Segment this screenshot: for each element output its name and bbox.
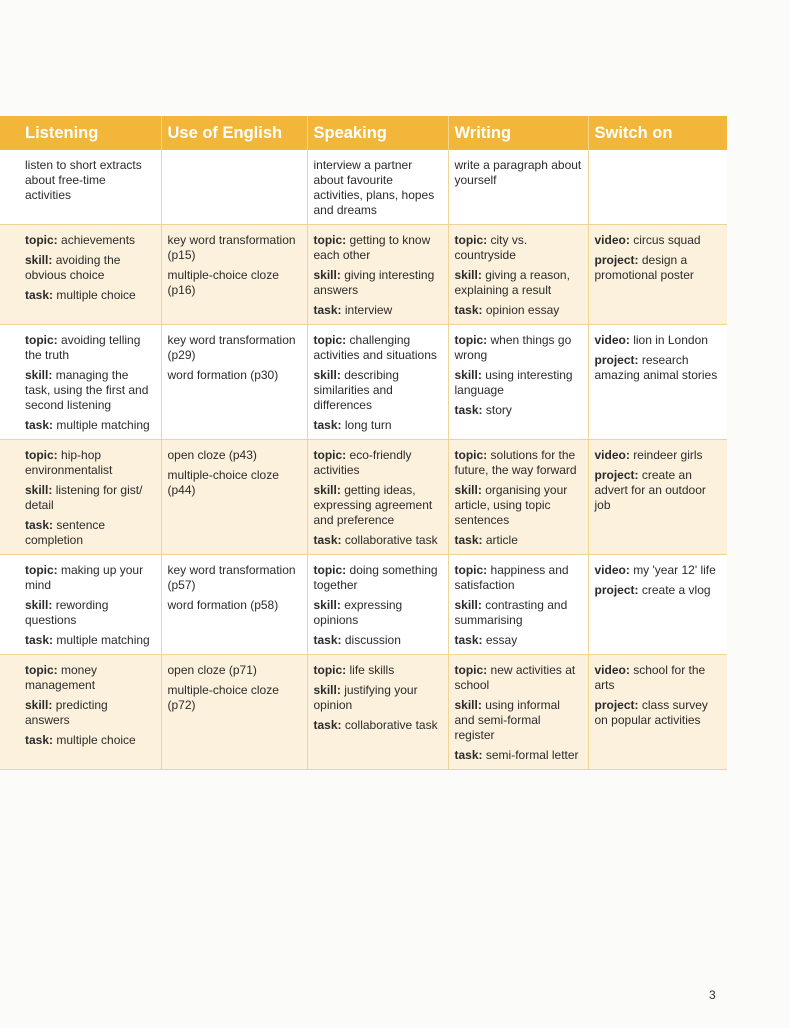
- entry-text: avoiding the obvious choice: [25, 253, 121, 282]
- entry-text: multiple choice: [56, 288, 136, 302]
- cell-entry: [168, 333, 301, 363]
- cell-entry: [314, 368, 442, 413]
- entry-label: task:: [25, 633, 54, 647]
- entry-label: topic:: [25, 333, 58, 347]
- cell-listening: [0, 225, 161, 325]
- entry-label: task:: [25, 288, 54, 302]
- table-body: [0, 150, 727, 770]
- entry-label: task:: [313, 303, 342, 317]
- entry-text: multiple matching: [56, 418, 150, 432]
- entry-label: topic:: [454, 333, 488, 347]
- cell-entry: [314, 448, 442, 478]
- entry-text: listen to short extracts about free-time activities: [25, 158, 142, 202]
- entry-text: semi-formal letter: [485, 748, 579, 762]
- entry-text: key word transformation (p57): [167, 563, 296, 592]
- entry-text: challenging activities and situations: [313, 333, 437, 362]
- cell-entry: [25, 733, 155, 748]
- table-row: [0, 225, 727, 325]
- cell-entry: [314, 483, 442, 528]
- cell-entry: [168, 663, 301, 678]
- cell-entry: [314, 418, 442, 433]
- cell-entry: [314, 158, 442, 218]
- cell-entry: [25, 448, 155, 478]
- entry-text: story: [485, 403, 512, 417]
- cell-entry: [168, 598, 301, 613]
- entry-text: long turn: [344, 418, 392, 432]
- cell-entry: [314, 268, 442, 298]
- entry-label: topic:: [25, 448, 58, 462]
- entry-text: solutions for the future, the way forward: [454, 448, 577, 477]
- cell-entry: [314, 533, 442, 548]
- entry-label: topic:: [313, 448, 347, 462]
- cell-entry: [455, 698, 582, 743]
- cell-writing: [448, 440, 588, 555]
- entry-text: multiple matching: [56, 633, 150, 647]
- entry-text: school for the arts: [594, 663, 706, 692]
- entry-label: task:: [25, 733, 54, 747]
- header-listening: Listening: [0, 116, 161, 150]
- cell-entry: [25, 288, 155, 303]
- entry-text: describing similarities and differences: [313, 368, 399, 412]
- entry-text: multiple choice: [56, 733, 136, 747]
- cell-entry: [168, 233, 301, 263]
- entry-label: task:: [454, 303, 483, 317]
- entry-text: avoiding telling the truth: [25, 333, 141, 362]
- header-speaking: Speaking: [307, 116, 448, 150]
- cell-entry: [25, 518, 155, 548]
- cell-entry: [25, 598, 155, 628]
- entry-text: article: [485, 533, 518, 547]
- cell-speaking: [307, 655, 448, 770]
- entry-text: eco-friendly activities: [313, 448, 412, 477]
- entry-label: project:: [594, 698, 639, 712]
- entry-text: interview: [344, 303, 393, 317]
- cell-switch-on: [588, 225, 727, 325]
- cell-entry: [455, 448, 582, 478]
- entry-text: interview a partner about favourite activities, plans, hopes and dreams: [313, 158, 435, 217]
- cell-entry: [455, 563, 582, 593]
- entry-label: task:: [313, 533, 342, 547]
- entry-text: multiple-choice cloze (p44): [167, 468, 279, 497]
- entry-text: making up your mind: [25, 563, 144, 592]
- cell-entry: [314, 633, 442, 648]
- entry-text: using interesting language: [454, 368, 573, 397]
- cell-entry: [455, 158, 582, 188]
- page-number: 3: [709, 988, 716, 1002]
- entry-label: video:: [594, 448, 630, 462]
- cell-entry: [168, 368, 301, 383]
- entry-label: video:: [594, 333, 630, 347]
- entry-label: skill:: [25, 253, 53, 267]
- cell-speaking: [307, 150, 448, 225]
- entry-text: city vs. countryside: [454, 233, 528, 262]
- entry-text: essay: [485, 633, 518, 647]
- entry-label: project:: [594, 353, 639, 367]
- entry-text: create a vlog: [641, 583, 711, 597]
- cell-entry: [455, 233, 582, 263]
- cell-listening: [0, 325, 161, 440]
- entry-text: happiness and satisfaction: [454, 563, 569, 592]
- entry-text: life skills: [349, 663, 395, 677]
- cell-entry: [168, 448, 301, 463]
- cell-entry: [314, 333, 442, 363]
- cell-entry: [314, 303, 442, 318]
- entry-label: topic:: [313, 563, 347, 577]
- entry-text: reindeer girls: [633, 448, 703, 462]
- cell-use-of-english: [161, 440, 307, 555]
- entry-text: write a paragraph about yourself: [454, 158, 582, 187]
- header-switch-on: Switch on: [588, 116, 727, 150]
- entry-text: create an advert for an outdoor job: [594, 468, 706, 512]
- cell-entry: [455, 368, 582, 398]
- entry-label: video:: [594, 233, 630, 247]
- cell-entry: [168, 563, 301, 593]
- table-row: [0, 325, 727, 440]
- entry-label: topic:: [25, 663, 58, 677]
- entry-label: skill:: [25, 698, 53, 712]
- entry-text: discussion: [344, 633, 401, 647]
- entry-label: skill:: [454, 698, 482, 712]
- cell-switch-on: [588, 555, 727, 655]
- cell-entry: [25, 698, 155, 728]
- cell-use-of-english: [161, 325, 307, 440]
- entry-text: giving a reason, explaining a result: [454, 268, 570, 297]
- cell-speaking: [307, 225, 448, 325]
- entry-text: collaborative task: [344, 533, 438, 547]
- cell-writing: [448, 150, 588, 225]
- cell-use-of-english: [161, 150, 307, 225]
- cell-entry: [455, 663, 582, 693]
- cell-entry: [314, 663, 442, 678]
- cell-listening: [0, 655, 161, 770]
- entry-label: task:: [454, 748, 483, 762]
- cell-entry: [25, 368, 155, 413]
- entry-text: listening for gist/ detail: [25, 483, 143, 512]
- entry-label: task:: [25, 518, 54, 532]
- entry-text: word formation (p58): [167, 598, 279, 612]
- cell-entry: [314, 683, 442, 713]
- cell-entry: [168, 268, 301, 298]
- entry-label: task:: [313, 418, 342, 432]
- entry-text: hip-hop environmentalist: [25, 448, 113, 477]
- entry-text: lion in London: [633, 333, 708, 347]
- table-row: [0, 440, 727, 555]
- cell-use-of-english: [161, 555, 307, 655]
- entry-text: organising your article, using topic sentences: [454, 483, 568, 527]
- cell-entry: [168, 683, 301, 713]
- entry-label: task:: [454, 403, 483, 417]
- entry-label: skill:: [25, 598, 53, 612]
- cell-listening: [0, 440, 161, 555]
- entry-label: topic:: [454, 233, 488, 247]
- cell-speaking: [307, 325, 448, 440]
- cell-entry: [595, 253, 722, 283]
- table-row: [0, 555, 727, 655]
- entry-label: topic:: [454, 663, 488, 677]
- header-use-of-english: Use of English: [161, 116, 307, 150]
- cell-entry: [455, 748, 582, 763]
- entry-label: topic:: [313, 333, 347, 347]
- entry-label: video:: [594, 563, 630, 577]
- cell-writing: [448, 225, 588, 325]
- entry-text: sentence completion: [25, 518, 106, 547]
- cell-entry: [455, 268, 582, 298]
- cell-entry: [25, 633, 155, 648]
- entry-label: task:: [454, 533, 483, 547]
- entry-label: skill:: [313, 598, 341, 612]
- entry-text: opinion essay: [485, 303, 560, 317]
- entry-text: when things go wrong: [454, 333, 572, 362]
- entry-text: design a promotional poster: [594, 253, 694, 282]
- entry-text: achievements: [61, 233, 136, 247]
- cell-entry: [314, 718, 442, 733]
- cell-entry: [314, 233, 442, 263]
- entry-text: key word transformation (p29): [167, 333, 296, 362]
- cell-writing: [448, 325, 588, 440]
- cell-entry: [25, 158, 155, 203]
- cell-entry: [25, 663, 155, 693]
- entry-text: using informal and semi-formal register: [454, 698, 560, 742]
- cell-entry: [314, 598, 442, 628]
- entry-label: topic:: [454, 563, 488, 577]
- cell-writing: [448, 555, 588, 655]
- entry-text: predicting answers: [25, 698, 108, 727]
- entry-label: skill:: [313, 683, 341, 697]
- entry-label: topic:: [313, 233, 347, 247]
- cell-entry: [25, 233, 155, 248]
- entry-text: multiple-choice cloze (p16): [167, 268, 279, 297]
- entry-label: skill:: [313, 368, 341, 382]
- cell-listening: [0, 150, 161, 225]
- cell-entry: [455, 303, 582, 318]
- cell-entry: [455, 333, 582, 363]
- cell-listening: [0, 555, 161, 655]
- entry-text: getting to know each other: [313, 233, 431, 262]
- header-writing: Writing: [448, 116, 588, 150]
- cell-entry: [314, 563, 442, 593]
- entry-text: collaborative task: [344, 718, 438, 732]
- cell-use-of-english: [161, 225, 307, 325]
- entry-label: task:: [313, 718, 342, 732]
- entry-text: contrasting and summarising: [454, 598, 568, 627]
- cell-switch-on: [588, 440, 727, 555]
- cell-entry: [595, 663, 722, 693]
- entry-label: skill:: [454, 483, 482, 497]
- entry-label: video:: [594, 663, 630, 677]
- entry-label: skill:: [25, 368, 53, 382]
- entry-label: task:: [313, 633, 342, 647]
- table-row: [0, 150, 727, 225]
- cell-switch-on: [588, 150, 727, 225]
- entry-text: giving interesting answers: [313, 268, 435, 297]
- entry-text: research amazing animal stories: [594, 353, 718, 382]
- entry-text: getting ideas, expressing agreement and preference: [313, 483, 433, 527]
- cell-entry: [595, 468, 722, 513]
- entry-label: skill:: [25, 483, 53, 497]
- cell-entry: [455, 598, 582, 628]
- cell-entry: [25, 483, 155, 513]
- entry-label: topic:: [25, 233, 58, 247]
- cell-entry: [25, 253, 155, 283]
- entry-text: word formation (p30): [167, 368, 279, 382]
- cell-entry: [595, 583, 722, 598]
- cell-entry: [455, 533, 582, 548]
- table-row: [0, 655, 727, 770]
- cell-switch-on: [588, 655, 727, 770]
- header-row: [0, 116, 727, 150]
- entry-label: skill:: [313, 483, 341, 497]
- cell-use-of-english: [161, 655, 307, 770]
- cell-entry: [595, 233, 722, 248]
- entry-label: task:: [454, 633, 483, 647]
- entry-text: open cloze (p71): [167, 663, 257, 677]
- entry-label: skill:: [454, 368, 482, 382]
- cell-speaking: [307, 440, 448, 555]
- cell-entry: [595, 698, 722, 728]
- entry-label: skill:: [313, 268, 341, 282]
- entry-text: expressing opinions: [313, 598, 403, 627]
- cell-speaking: [307, 555, 448, 655]
- entry-label: skill:: [454, 268, 482, 282]
- cell-writing: [448, 655, 588, 770]
- entry-text: rewording questions: [25, 598, 109, 627]
- entry-text: justifying your opinion: [313, 683, 418, 712]
- entry-text: my 'year 12' life: [633, 563, 716, 577]
- entry-label: topic:: [454, 448, 488, 462]
- contents-table: [0, 116, 727, 770]
- cell-entry: [595, 563, 722, 578]
- cell-entry: [455, 633, 582, 648]
- cell-switch-on: [588, 325, 727, 440]
- entry-text: class survey on popular activities: [594, 698, 708, 727]
- cell-entry: [455, 483, 582, 528]
- entry-label: topic:: [25, 563, 58, 577]
- cell-entry: [25, 563, 155, 593]
- entry-label: project:: [594, 468, 639, 482]
- entry-text: circus squad: [633, 233, 701, 247]
- entry-label: topic:: [313, 663, 347, 677]
- entry-label: task:: [25, 418, 54, 432]
- entry-text: open cloze (p43): [167, 448, 257, 462]
- entry-text: multiple-choice cloze (p72): [167, 683, 279, 712]
- entry-label: project:: [594, 583, 639, 597]
- entry-label: skill:: [454, 598, 482, 612]
- entry-text: managing the task, using the first and second listening: [25, 368, 149, 412]
- entry-text: doing something together: [313, 563, 438, 592]
- entry-text: new activities at school: [454, 663, 576, 692]
- cell-entry: [25, 418, 155, 433]
- entry-label: project:: [594, 253, 639, 267]
- cell-entry: [595, 448, 722, 463]
- cell-entry: [168, 468, 301, 498]
- cell-entry: [595, 333, 722, 348]
- cell-entry: [455, 403, 582, 418]
- cell-entry: [595, 353, 722, 383]
- entry-text: money management: [25, 663, 98, 692]
- cell-entry: [25, 333, 155, 363]
- entry-text: key word transformation (p15): [167, 233, 296, 262]
